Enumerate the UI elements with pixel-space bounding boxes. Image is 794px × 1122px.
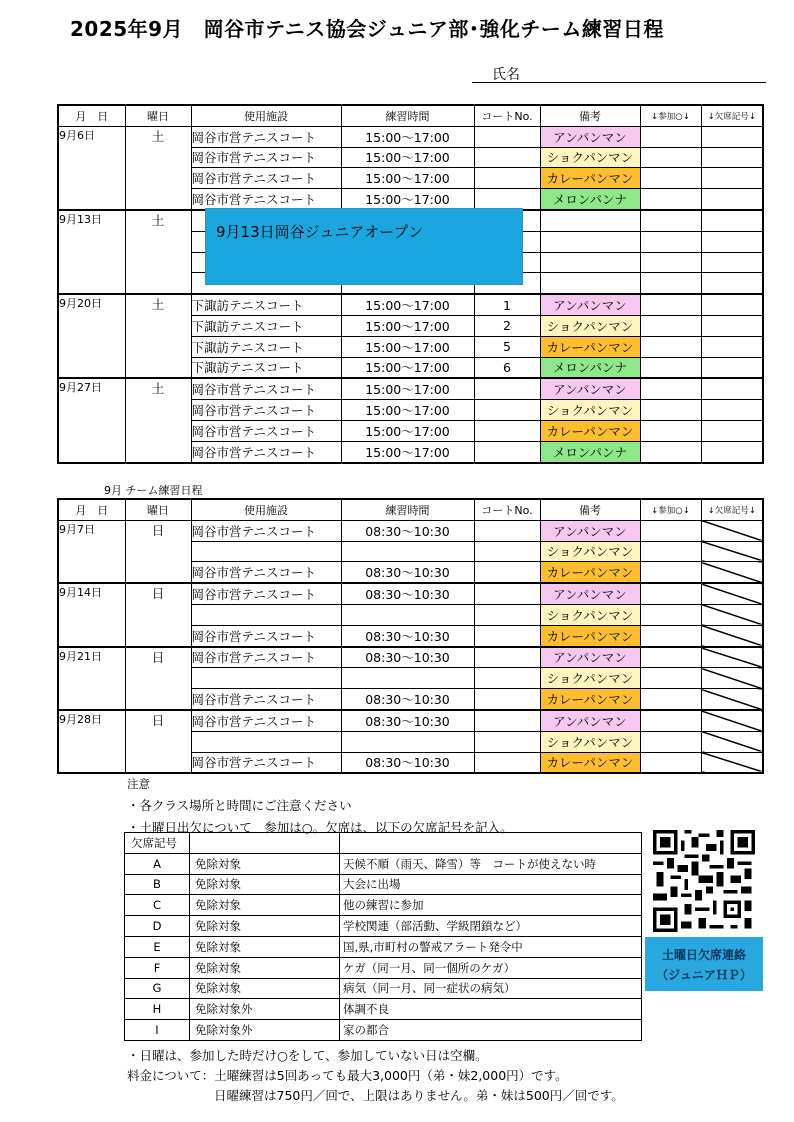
name-label: 氏名: [492, 67, 520, 83]
facility-cell: 岡谷市営テニスコート: [191, 520, 341, 541]
absence-row: [125, 936, 642, 957]
absence-code-table: [124, 832, 642, 1041]
note-cell: カレーパンマン: [540, 336, 640, 357]
attend-cell[interactable]: [640, 541, 701, 562]
time-cell: 15:00～17:00: [341, 168, 474, 189]
attend-cell[interactable]: [640, 583, 701, 604]
attend-cell[interactable]: [640, 400, 701, 421]
facility-cell: [191, 541, 341, 562]
facility-cell: [191, 731, 341, 752]
note-cell: メロンパンナ: [540, 441, 640, 462]
note-cell: ショクパンマン: [540, 400, 640, 421]
court-cell: [474, 647, 540, 668]
attend-cell[interactable]: [640, 336, 701, 357]
court-cell: [474, 562, 540, 583]
facility-cell: [191, 668, 341, 689]
weekday-cell: 日: [125, 647, 191, 710]
note-cell: [540, 231, 640, 252]
event-banner: 9月13日岡谷ジュニアオープン: [205, 208, 523, 285]
note-cell: [540, 252, 640, 273]
sunday-caption: 9月 チーム練習日程: [104, 484, 203, 497]
time-cell: 15:00～17:00: [341, 357, 474, 378]
date-cell: 9月13日: [58, 210, 125, 294]
time-cell: 15:00～17:00: [341, 315, 474, 336]
facility-cell: 岡谷市営テニスコート: [191, 420, 341, 441]
header-attend: ↓参加○↓: [640, 499, 701, 520]
facility-cell: 下諏訪テニスコート: [191, 294, 341, 315]
absent-cell[interactable]: [701, 315, 763, 336]
note-line: ・日曜は、参加した時だけ○をして、参加していない日は空欄。: [127, 1048, 488, 1063]
note-cell: アンパンマン: [540, 126, 640, 147]
absence-row: [125, 874, 642, 895]
court-cell: [474, 189, 540, 210]
header-note: 備考: [540, 105, 640, 126]
time-cell: 08:30～10:30: [341, 562, 474, 583]
date-cell: 9月14日: [58, 583, 125, 646]
header-absent: ↓欠席記号↓: [701, 105, 763, 126]
absence-row: [125, 916, 642, 937]
facility-cell: 下諏訪テニスコート: [191, 357, 341, 378]
absent-cell[interactable]: [701, 336, 763, 357]
absence-header-empty: [190, 833, 340, 854]
date-cell: 9月7日: [58, 520, 125, 583]
attend-cell[interactable]: [640, 189, 701, 210]
absent-cell[interactable]: [701, 420, 763, 441]
absence-code: G: [125, 978, 190, 999]
absence-reason: 体調不良: [340, 999, 642, 1020]
note-cell: カレーパンマン: [540, 625, 640, 646]
absent-cell: [701, 520, 763, 541]
court-cell: [474, 520, 540, 541]
attend-cell[interactable]: [640, 315, 701, 336]
facility-cell: 岡谷市営テニスコート: [191, 189, 341, 210]
note-line: 料金について：土曜練習は5回あっても最大3,000円（弟・妹2,000円）です。: [127, 1068, 568, 1083]
absent-cell[interactable]: [701, 126, 763, 147]
absent-cell: [701, 731, 763, 752]
time-cell: 08:30～10:30: [341, 752, 474, 773]
attend-cell[interactable]: [640, 625, 701, 646]
absent-cell: [701, 625, 763, 646]
note-cell: カレーパンマン: [540, 689, 640, 710]
table-row: [58, 126, 763, 147]
absence-row: [125, 978, 642, 999]
note-cell: [540, 210, 640, 231]
weekday-cell: 日: [125, 710, 191, 773]
attend-cell[interactable]: [640, 689, 701, 710]
note-cell: アンパンマン: [540, 710, 640, 731]
time-cell: [341, 604, 474, 625]
time-cell: 08:30～10:30: [341, 710, 474, 731]
facility-cell: 岡谷市営テニスコート: [191, 562, 341, 583]
table-row: [58, 647, 763, 668]
absence-header-row: [125, 833, 642, 854]
note-cell: [540, 273, 640, 294]
absence-exempt: 免除対象: [190, 874, 340, 895]
court-cell: 1: [474, 294, 540, 315]
absent-cell[interactable]: [701, 273, 763, 294]
weekday-cell: 土: [125, 294, 191, 378]
table-header-row: [58, 499, 763, 520]
absence-row: [125, 895, 642, 916]
time-cell: 15:00～17:00: [341, 420, 474, 441]
facility-cell: 岡谷市営テニスコート: [191, 400, 341, 421]
court-cell: 2: [474, 315, 540, 336]
attend-cell[interactable]: [640, 231, 701, 252]
header-time: 練習時間: [341, 105, 474, 126]
court-cell: 6: [474, 357, 540, 378]
facility-cell: 下諏訪テニスコート: [191, 336, 341, 357]
header-facility: 使用施設: [191, 105, 341, 126]
facility-cell: 岡谷市営テニスコート: [191, 752, 341, 773]
time-cell: 15:00～17:00: [341, 126, 474, 147]
note-cell: ショクパンマン: [540, 541, 640, 562]
absence-exempt: 免除対象外: [190, 1020, 340, 1041]
date-cell: 9月6日: [58, 126, 125, 210]
absent-cell: [701, 689, 763, 710]
note-cell: メロンパンナ: [540, 189, 640, 210]
weekday-cell: 土: [125, 126, 191, 210]
attend-cell[interactable]: [640, 562, 701, 583]
time-cell: 15:00～17:00: [341, 294, 474, 315]
court-cell: [474, 147, 540, 168]
attend-cell[interactable]: [640, 520, 701, 541]
qr-caption-line: （ジュニアＨＰ）: [656, 968, 752, 982]
notes-heading: 注意: [127, 777, 150, 791]
time-cell: [341, 668, 474, 689]
facility-cell: 岡谷市営テニスコート: [191, 378, 341, 399]
time-cell: [341, 541, 474, 562]
absence-code: C: [125, 895, 190, 916]
note-cell: メロンパンナ: [540, 357, 640, 378]
note-cell: アンパンマン: [540, 378, 640, 399]
header-day: 曜日: [125, 499, 191, 520]
note-cell: アンパンマン: [540, 583, 640, 604]
absent-cell: [701, 752, 763, 773]
facility-cell: 岡谷市営テニスコート: [191, 147, 341, 168]
header-absent: ↓欠席記号↓: [701, 499, 763, 520]
court-cell: [474, 752, 540, 773]
note-cell: カレーパンマン: [540, 562, 640, 583]
absence-exempt: 免除対象: [190, 853, 340, 874]
absence-code: H: [125, 999, 190, 1020]
absent-cell[interactable]: [701, 400, 763, 421]
header-date: 月 日: [58, 105, 125, 126]
date-cell: 9月21日: [58, 647, 125, 710]
court-cell: [474, 731, 540, 752]
attend-cell[interactable]: [640, 604, 701, 625]
absence-reason: 他の練習に参加: [340, 895, 642, 916]
note-cell: アンパンマン: [540, 647, 640, 668]
attend-cell[interactable]: [640, 731, 701, 752]
absence-exempt: 免除対象: [190, 936, 340, 957]
absent-cell: [701, 541, 763, 562]
absent-cell: [701, 562, 763, 583]
qr-caption-line: 土曜日欠席連絡: [661, 948, 746, 962]
note-cell: ショクパンマン: [540, 315, 640, 336]
absence-reason: ケガ（同一月、同一個所のケガ）: [340, 957, 642, 978]
note-cell: ショクパンマン: [540, 604, 640, 625]
note-cell: アンパンマン: [540, 294, 640, 315]
court-cell: [474, 126, 540, 147]
absence-reason: 天候不順（雨天、降雪）等 コートが使えない時: [340, 853, 642, 874]
table-header-row: [58, 105, 763, 126]
weekday-cell: 日: [125, 583, 191, 646]
table-row: [58, 583, 763, 604]
date-cell: 9月20日: [58, 294, 125, 378]
attend-cell[interactable]: [640, 710, 701, 731]
note-line: ・土曜日出欠について 参加は○。欠席は、以下の欠席記号を記入。: [127, 820, 513, 835]
absent-cell: [701, 604, 763, 625]
absent-cell: [701, 647, 763, 668]
table-row: [58, 710, 763, 731]
note-cell: ショクパンマン: [540, 668, 640, 689]
time-cell: 08:30～10:30: [341, 583, 474, 604]
facility-cell: 岡谷市営テニスコート: [191, 647, 341, 668]
absence-reason: 病気（同一月、同一症状の病気）: [340, 978, 642, 999]
weekday-cell: 土: [125, 378, 191, 462]
absence-exempt: 免除対象: [190, 978, 340, 999]
attend-cell[interactable]: [640, 420, 701, 441]
attend-cell[interactable]: [640, 210, 701, 231]
header-facility: 使用施設: [191, 499, 341, 520]
qr-code-icon[interactable]: [648, 830, 760, 932]
note-cell: カレーパンマン: [540, 752, 640, 773]
date-cell: 9月28日: [58, 710, 125, 773]
court-cell: [474, 689, 540, 710]
note-cell: ショクパンマン: [540, 147, 640, 168]
court-cell: [474, 400, 540, 421]
absence-row: [125, 853, 642, 874]
absent-cell[interactable]: [701, 210, 763, 231]
absence-header-empty: [340, 833, 642, 854]
time-cell: 08:30～10:30: [341, 520, 474, 541]
table-row: [58, 378, 763, 399]
facility-cell: 岡谷市営テニスコート: [191, 710, 341, 731]
name-field-line[interactable]: [472, 82, 766, 83]
time-cell: 15:00～17:00: [341, 400, 474, 421]
absence-header-label: 欠席記号: [125, 833, 190, 854]
absent-cell[interactable]: [701, 147, 763, 168]
time-cell: 15:00～17:00: [341, 147, 474, 168]
note-cell: アンパンマン: [540, 520, 640, 541]
attend-cell[interactable]: [640, 378, 701, 399]
facility-cell: 岡谷市営テニスコート: [191, 625, 341, 646]
header-attend: ↓参加○↓: [640, 105, 701, 126]
absence-exempt: 免除対象: [190, 916, 340, 937]
page-title: 2025年9月 岡谷市テニス協会ジュニア部･強化チーム練習日程: [70, 17, 664, 41]
court-cell: [474, 378, 540, 399]
attend-cell[interactable]: [640, 441, 701, 462]
time-cell: 08:30～10:30: [341, 625, 474, 646]
note-cell: ショクパンマン: [540, 731, 640, 752]
court-cell: [474, 420, 540, 441]
absent-cell[interactable]: [701, 378, 763, 399]
header-date: 月 日: [58, 499, 125, 520]
court-cell: 5: [474, 336, 540, 357]
court-cell: [474, 625, 540, 646]
time-cell: 15:00～17:00: [341, 441, 474, 462]
court-cell: [474, 441, 540, 462]
facility-cell: 岡谷市営テニスコート: [191, 689, 341, 710]
attend-cell[interactable]: [640, 357, 701, 378]
court-cell: [474, 710, 540, 731]
absence-row: [125, 1020, 642, 1041]
note-cell: カレーパンマン: [540, 420, 640, 441]
time-cell: 08:30～10:30: [341, 689, 474, 710]
header-note: 備考: [540, 499, 640, 520]
absence-reason: 大会に出場: [340, 874, 642, 895]
facility-cell: [191, 604, 341, 625]
absence-exempt: 免除対象: [190, 895, 340, 916]
attend-cell[interactable]: [640, 752, 701, 773]
facility-cell: 岡谷市営テニスコート: [191, 168, 341, 189]
absence-code: B: [125, 874, 190, 895]
absence-row: [125, 999, 642, 1020]
header-day: 曜日: [125, 105, 191, 126]
absent-cell[interactable]: [701, 357, 763, 378]
absence-code: I: [125, 1020, 190, 1041]
facility-cell: 岡谷市営テニスコート: [191, 441, 341, 462]
absence-reason: 学校関連（部活動、学級閉鎖など）: [340, 916, 642, 937]
court-cell: [474, 541, 540, 562]
time-cell: 08:30～10:30: [341, 647, 474, 668]
attend-cell[interactable]: [640, 647, 701, 668]
attend-cell[interactable]: [640, 273, 701, 294]
absent-cell: [701, 583, 763, 604]
weekday-cell: 土: [125, 210, 191, 294]
sunday-schedule-table: [57, 498, 764, 774]
facility-cell: 下諏訪テニスコート: [191, 315, 341, 336]
header-time: 練習時間: [341, 499, 474, 520]
qr-caption: [645, 937, 763, 991]
absence-code: F: [125, 957, 190, 978]
absent-cell[interactable]: [701, 294, 763, 315]
note-cell: カレーパンマン: [540, 168, 640, 189]
absent-cell[interactable]: [701, 441, 763, 462]
time-cell: 15:00～17:00: [341, 378, 474, 399]
attend-cell[interactable]: [640, 668, 701, 689]
facility-cell: 岡谷市営テニスコート: [191, 583, 341, 604]
absence-code: E: [125, 936, 190, 957]
facility-cell: 岡谷市営テニスコート: [191, 126, 341, 147]
court-cell: [474, 668, 540, 689]
absent-cell: [701, 710, 763, 731]
court-cell: [474, 168, 540, 189]
absent-cell[interactable]: [701, 168, 763, 189]
absence-exempt: 免除対象: [190, 957, 340, 978]
note-line: 日曜練習は750円／回で、上限はありません。弟・妹は500円／回です。: [214, 1088, 624, 1103]
note-line: ・各クラス場所と時間にご注意ください: [127, 798, 352, 813]
time-cell: [341, 731, 474, 752]
absence-row: [125, 957, 642, 978]
absence-code: A: [125, 853, 190, 874]
time-cell: 15:00～17:00: [341, 189, 474, 210]
header-court: コートNo.: [474, 499, 540, 520]
table-row: [58, 520, 763, 541]
absence-exempt: 免除対象外: [190, 999, 340, 1020]
time-cell: 15:00～17:00: [341, 336, 474, 357]
attend-cell[interactable]: [640, 147, 701, 168]
weekday-cell: 日: [125, 520, 191, 583]
absent-cell[interactable]: [701, 189, 763, 210]
absence-reason: 家の都合: [340, 1020, 642, 1041]
table-row: [58, 294, 763, 315]
attend-cell[interactable]: [640, 252, 701, 273]
attend-cell[interactable]: [640, 168, 701, 189]
header-court: コートNo.: [474, 105, 540, 126]
date-cell: 9月27日: [58, 378, 125, 462]
absent-cell: [701, 668, 763, 689]
absence-code: D: [125, 916, 190, 937]
absence-reason: 国,県,市町村の警戒アラート発令中: [340, 936, 642, 957]
absent-cell[interactable]: [701, 252, 763, 273]
court-cell: [474, 604, 540, 625]
attend-cell[interactable]: [640, 294, 701, 315]
court-cell: [474, 583, 540, 604]
attend-cell[interactable]: [640, 126, 701, 147]
absent-cell[interactable]: [701, 231, 763, 252]
